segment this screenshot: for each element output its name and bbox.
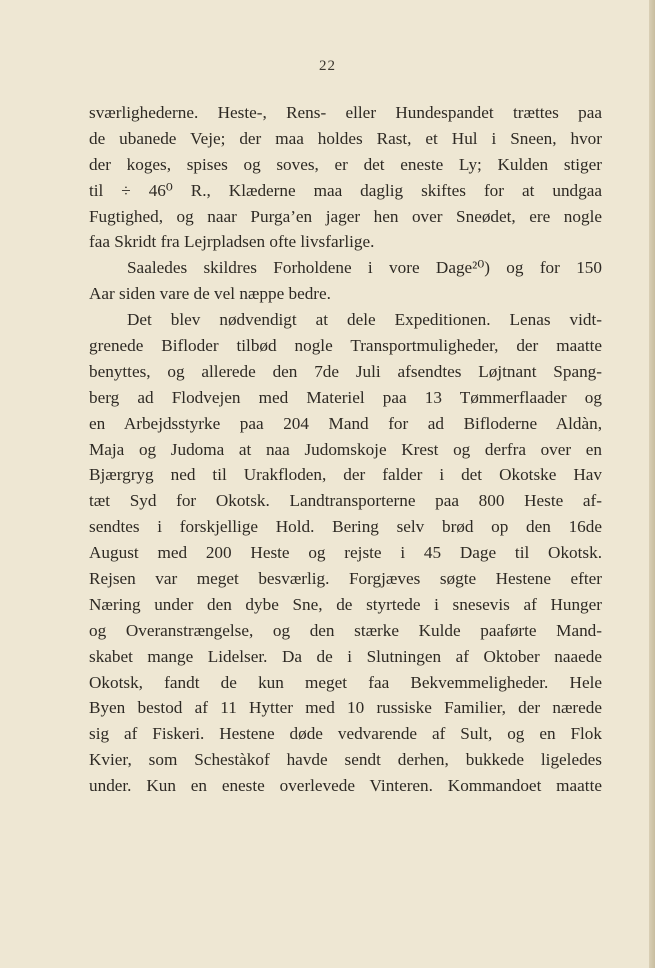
text-line: faa Skridt fra Lejrpladsen ofte livsfarlige. — [89, 232, 375, 252]
text-line: Bjærgryg ned til Urakfloden, der falder i det Okotske Hav — [89, 465, 602, 485]
text-line: tæt Syd for Okotsk. Landtransporterne paa 800 Heste af- — [89, 491, 602, 511]
text-line: en Arbejdsstyrke paa 204 Mand for ad Bifloderne Aldàn, — [89, 413, 602, 433]
text-line: berg ad Flodvejen med Materiel paa 13 Tømmerflaader og — [89, 387, 602, 407]
text-line: Byen bestod af 11 Hytter med 10 russiske Familier, der nærede — [89, 698, 602, 718]
text-line: Aar siden vare de vel næppe bedre. — [89, 284, 331, 304]
text-line: Det blev nødvendigt at dele Expeditionen. Lenas vidt- — [127, 310, 602, 330]
text-line: Næring under den dybe Sne, de styrtede i snesevis af Hunger — [89, 594, 602, 614]
text-line: skabet mange Lidelser. Da de i Slutningen af Oktober naaede — [89, 646, 602, 666]
text-line: Fugtighed, og naar Purga’en jager hen over Sneødet, ere nogle — [89, 206, 602, 226]
text-line: og Overanstrængelse, og den stærke Kulde paaførte Mand- — [89, 620, 602, 640]
text-line: August med 200 Heste og rejste i 45 Dage til Okotsk. — [89, 543, 602, 563]
page-edge — [649, 0, 655, 968]
body-text — [89, 100, 602, 799]
text-line: sendtes i forskjellige Hold. Bering selv brød op den 16de — [89, 517, 602, 537]
text-line: Maja og Judoma at naa Judomskoje Krest og derfra over en — [89, 439, 602, 459]
text-line: benyttes, og allerede den 7de Juli afsendtes Løjtnant Spang- — [89, 361, 602, 381]
text-line: Okotsk, fandt de kun meget faa Bekvemmeligheder. Hele — [89, 672, 602, 692]
text-line: de ubanede Veje; der maa holdes Rast, et Hul i Sneen, hvor — [89, 128, 602, 148]
text-line: sig af Fiskeri. Hestene døde vedvarende af Sult, og en Flok — [89, 724, 602, 744]
page-number: 22 — [319, 58, 336, 74]
text-line: sværlighederne. Heste-, Rens- eller Hundespandet trættes paa — [89, 103, 602, 122]
text-line: til ÷ 46⁰ R., Klæderne maa daglig skiftes for at undgaa — [89, 180, 602, 200]
text-line: grenede Bifloder tilbød nogle Transportmuligheder, der maatte — [89, 336, 602, 356]
text-line: Kvier, som Schestàkof havde sendt derhen, bukkede ligeledes — [89, 750, 602, 770]
text-line: der koges, spises og soves, er det eneste Ly; Kulden stiger — [89, 154, 602, 174]
text-line: under. Kun en eneste overlevede Vinteren. Kommandoet maatte — [89, 776, 602, 796]
text-line: Saaledes skildres Forholdene i vore Dage²⁰) og for 150 — [127, 258, 602, 278]
text-line: Rejsen var meget besværlig. Forgjæves søgte Hestene efter — [89, 569, 602, 589]
